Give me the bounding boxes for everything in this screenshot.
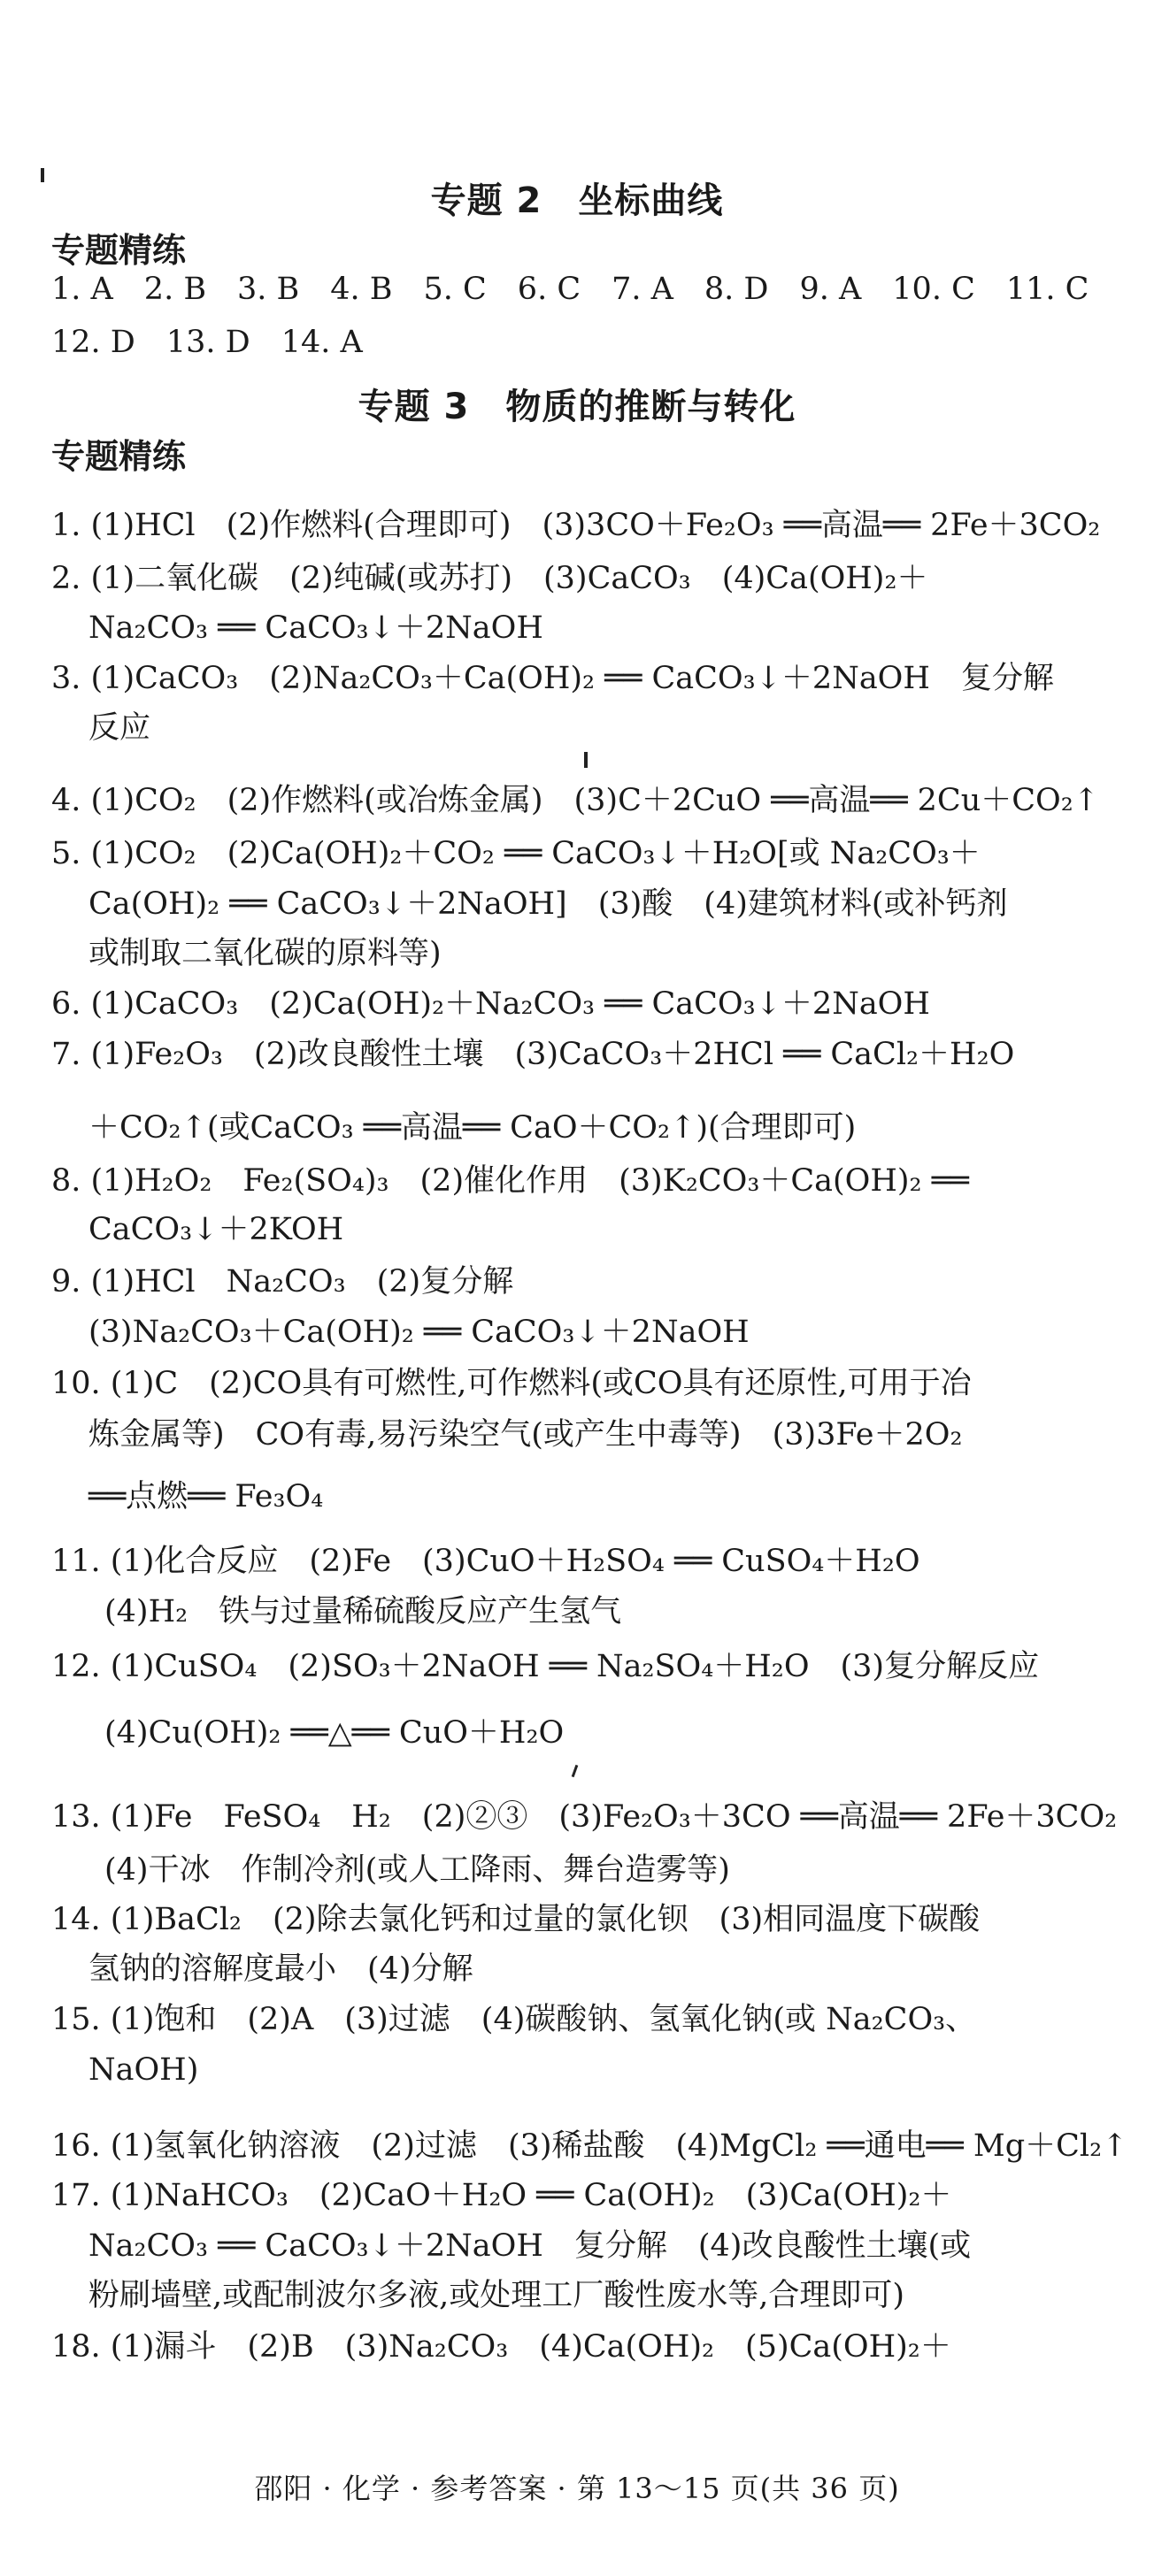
page-footer: 邵阳 · 化学 · 参考答案 · 第 13～15 页(共 36 页) <box>254 2472 900 2505</box>
answer-line: 7. (1)Fe₂O₃ (2)改良酸性土壤 (3)CaCO₃＋2HCl ══ CaCl₂＋H₂O <box>51 1037 1015 1072</box>
answer-line: ＋CO₂↑(或CaCO₃ ══高温══ CaO＋CO₂↑)(合理即可) <box>88 1110 857 1146</box>
answer-line: CaCO₃↓＋2KOH <box>88 1212 344 1247</box>
answer-line: 或制取二氧化碳的原料等) <box>88 936 442 971</box>
answer-line: 3. (1)CaCO₃ (2)Na₂CO₃＋Ca(OH)₂ ══ CaCO₃↓＋2NaOH 复分解 <box>51 661 1054 696</box>
answer-line: 4. (1)CO₂ (2)作燃料(或冶炼金属) (3)C＋2CuO ══高温══ 2Cu＋CO₂↑ <box>51 783 1100 818</box>
section2-title: 专题 2 坐标曲线 <box>430 180 724 221</box>
answer-line: (4)Cu(OH)₂ ══△══ CuO＋H₂O <box>104 1715 565 1751</box>
answer-line: Na₂CO₃ ══ CaCO₃↓＋2NaOH <box>88 610 543 646</box>
scan-mark <box>572 1765 579 1777</box>
answer-line: Ca(OH)₂ ══ CaCO₃↓＋2NaOH] (3)酸 (4)建筑材料(或补钙剂 <box>88 886 1008 922</box>
answer-line: 6. (1)CaCO₃ (2)Ca(OH)₂＋Na₂CO₃ ══ CaCO₃↓＋2NaOH <box>51 986 930 1022</box>
answer-line: 12. (1)CuSO₄ (2)SO₃＋2NaOH ══ Na₂SO₄＋H₂O (3)复分解反应 <box>51 1649 1040 1684</box>
answer-line: 粉刷墙壁,或配制波尔多液,或处理工厂酸性废水等,合理即可) <box>88 2278 905 2313</box>
answer-line: (4)干冰 作制冷剂(或人工降雨、舞台造雾等) <box>104 1852 730 1888</box>
answer-line: 18. (1)漏斗 (2)B (3)Na₂CO₃ (4)Ca(OH)₂ (5)Ca(OH)₂＋ <box>51 2329 951 2365</box>
answer-line: 反应 <box>88 710 151 746</box>
section2-answers-line1: 1. A 2. B 3. B 4. B 5. C 6. C 7. A 8. D 9. A 10. C 11. C <box>51 272 1089 307</box>
answer-line: 16. (1)氢氧化钠溶液 (2)过滤 (3)稀盐酸 (4)MgCl₂ ══通电══ Mg＋Cl₂↑ <box>51 2128 1128 2164</box>
section2-subtitle: 专题精练 <box>51 231 187 270</box>
answer-line: 15. (1)饱和 (2)A (3)过滤 (4)碳酸钠、氢氧化钠(或 Na₂CO₃、 <box>51 2002 977 2037</box>
scan-mark <box>584 752 588 768</box>
answer-line: 13. (1)Fe FeSO₄ H₂ (2)②③ (3)Fe₂O₃＋3CO ══高温══ 2Fe＋3CO₂ <box>51 1799 1118 1835</box>
answer-line: 氢钠的溶解度最小 (4)分解 <box>88 1951 473 1987</box>
answer-line: 10. (1)C (2)CO具有可燃性,可作燃料(或CO具有还原性,可用于冶 <box>51 1366 972 1401</box>
answer-line: 1. (1)HCl (2)作燃料(合理即可) (3)3CO＋Fe₂O₃ ══高温══ 2Fe＋3CO₂ <box>51 508 1101 543</box>
answer-line: ══点燃══ Fe₃O₄ <box>88 1479 324 1514</box>
answer-line: (4)H₂ 铁与过量稀硫酸反应产生氢气 <box>104 1594 622 1629</box>
answer-line: 5. (1)CO₂ (2)Ca(OH)₂＋CO₂ ══ CaCO₃↓＋H₂O[或 Na₂CO₃＋ <box>51 836 981 871</box>
answer-line: 17. (1)NaHCO₃ (2)CaO＋H₂O ══ Ca(OH)₂ (3)Ca(OH)₂＋ <box>51 2178 952 2213</box>
section3-subtitle: 专题精练 <box>51 437 187 476</box>
answer-line: (3)Na₂CO₃＋Ca(OH)₂ ══ CaCO₃↓＋2NaOH <box>88 1315 750 1350</box>
answer-line: 9. (1)HCl Na₂CO₃ (2)复分解 <box>51 1264 514 1300</box>
answer-line: Na₂CO₃ ══ CaCO₃↓＋2NaOH 复分解 (4)改良酸性土壤(或 <box>88 2228 972 2264</box>
section3-title: 专题 3 物质的推断与转化 <box>358 387 796 427</box>
answer-line: NaOH) <box>88 2052 199 2088</box>
answer-line: 8. (1)H₂O₂ Fe₂(SO₄)₃ (2)催化作用 (3)K₂CO₃＋Ca(OH)₂ ══ <box>51 1163 969 1199</box>
answer-line: 11. (1)化合反应 (2)Fe (3)CuO＋H₂SO₄ ══ CuSO₄＋H₂O <box>51 1544 920 1579</box>
answer-line: 14. (1)BaCl₂ (2)除去氯化钙和过量的氯化钡 (3)相同温度下碳酸 <box>51 1902 981 1937</box>
answer-line: 炼金属等) CO有毒,易污染空气(或产生中毒等) (3)3Fe＋2O₂ <box>88 1417 963 1453</box>
section2-answers-line2: 12. D 13. D 14. A <box>51 325 363 360</box>
answer-line: 2. (1)二氧化碳 (2)纯碱(或苏打) (3)CaCO₃ (4)Ca(OH)₂＋ <box>51 561 928 596</box>
